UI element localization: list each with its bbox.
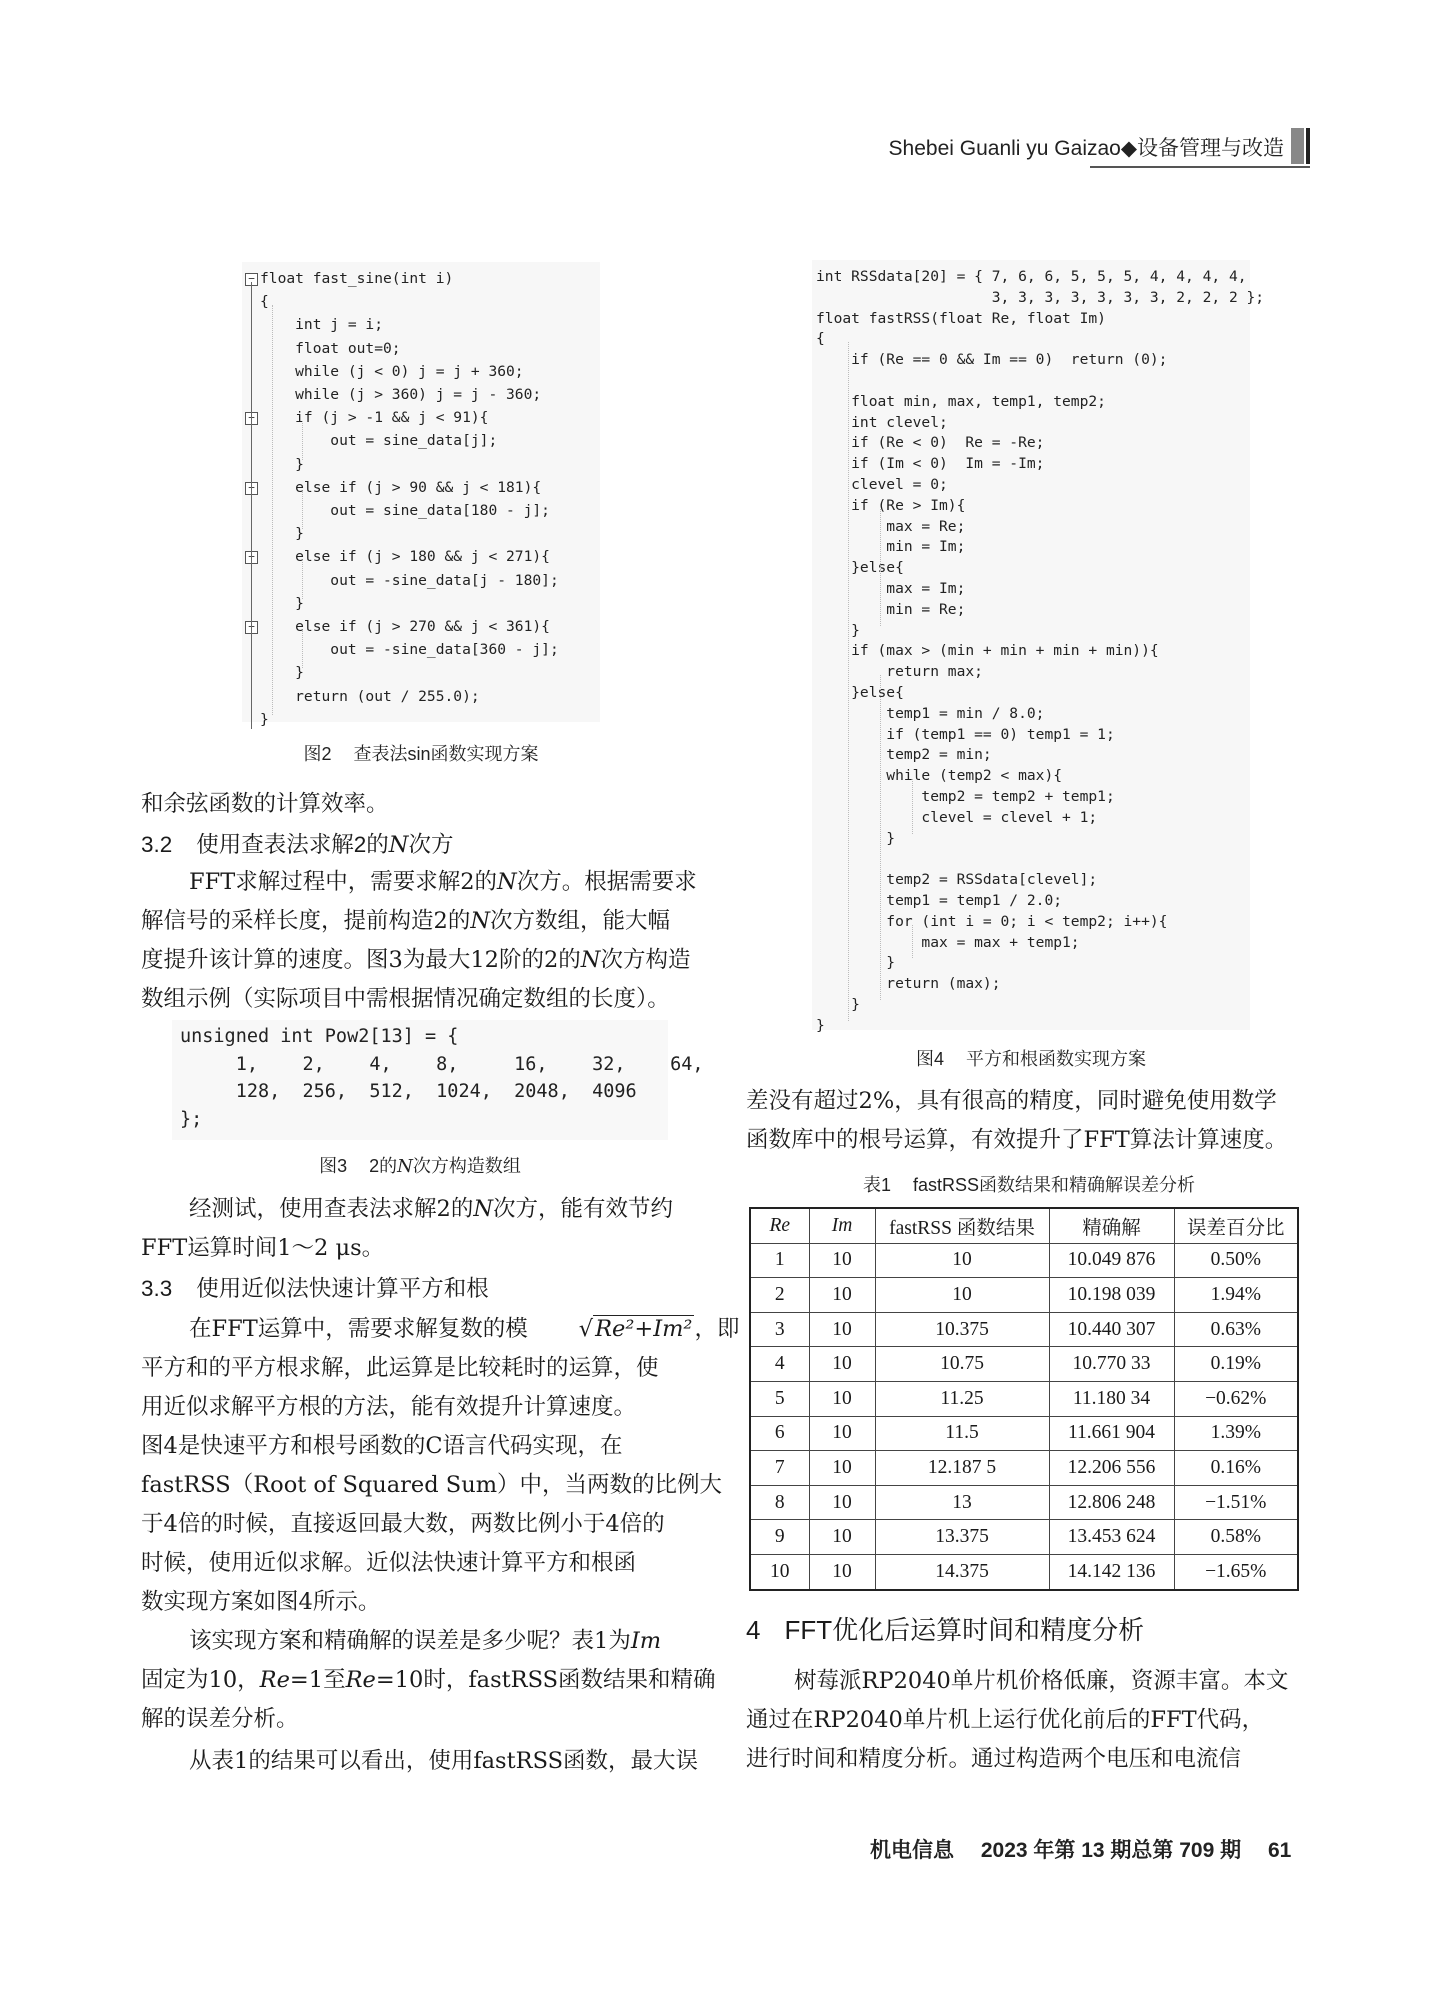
figure2-caption xyxy=(242,740,600,766)
table-cell: 10.049 876 xyxy=(1049,1243,1174,1278)
text-fragment: 该实现方案和精确解的误差是多少呢？表1为 xyxy=(189,1628,631,1654)
table-cell: 0.19% xyxy=(1174,1347,1298,1382)
text-line xyxy=(141,1310,740,1349)
table-cell: 9 xyxy=(750,1520,809,1555)
code-line: { xyxy=(816,330,825,348)
table-header-cell: Re xyxy=(750,1208,809,1243)
text-line: 和余弦函数的计算效率。 xyxy=(141,791,389,817)
code-line: max = Im; xyxy=(816,580,966,597)
table1-title-number: 表1 xyxy=(862,1175,891,1195)
header-bar xyxy=(1291,128,1304,164)
table-cell: 13.453 624 xyxy=(1049,1520,1174,1555)
paragraph-table-conclusion xyxy=(141,1742,706,1781)
table-row xyxy=(750,1416,1298,1451)
text-line: 时候，使用近似求解。近似法快速计算平方和根函 xyxy=(141,1550,637,1576)
indent-guide xyxy=(251,282,252,729)
code-line: } xyxy=(816,954,896,972)
table-header-row xyxy=(750,1208,1298,1243)
table-cell: 12.806 248 xyxy=(1049,1485,1174,1520)
table-cell: 10 xyxy=(809,1278,875,1313)
section-title: FFT优化后运算时间和精度分析 xyxy=(784,1615,1145,1645)
text-fragment: FFT求解过程中，需要求解2的 xyxy=(189,869,498,895)
figure2-caption-text: 查表法sin函数实现方案 xyxy=(353,744,539,764)
var-n: N xyxy=(470,908,491,934)
code-line: out = sine_data[j]; xyxy=(260,432,498,450)
text-fragment: =1至 xyxy=(289,1667,346,1693)
table-cell: 10 xyxy=(875,1278,1049,1313)
code-line: float fast_sine(int i) xyxy=(260,270,454,287)
table-cell: 1.94% xyxy=(1174,1278,1298,1313)
code-line: }else{ xyxy=(816,559,904,577)
table-cell: 1 xyxy=(750,1243,809,1278)
running-header xyxy=(850,128,1310,168)
text-line xyxy=(141,1622,706,1661)
table-cell: 13.375 xyxy=(875,1520,1049,1555)
figure2-caption-number: 图2 xyxy=(303,744,332,764)
table-cell: 10 xyxy=(809,1416,875,1451)
indent-guide xyxy=(302,630,303,668)
section-title-var: N xyxy=(388,832,409,858)
code-line: return (out / 255.0); xyxy=(260,687,480,705)
text-line: 树莓派RP2040单片机价格低廉，资源丰富。本文 xyxy=(794,1668,1289,1694)
var-n: N xyxy=(580,947,601,973)
table-cell: 14.142 136 xyxy=(1049,1554,1174,1589)
text-fragment: 次方，能有效节约 xyxy=(493,1196,674,1222)
table-row xyxy=(750,1278,1298,1313)
table-cell: 5 xyxy=(750,1381,809,1416)
code-line: int clevel; xyxy=(816,413,948,431)
paragraph-continuation xyxy=(141,785,701,824)
table-cell: −1.51% xyxy=(1174,1485,1298,1520)
text-fragment: 经测试，使用查表法求解2的 xyxy=(189,1196,474,1222)
code-line: temp2 = temp2 + temp1; xyxy=(816,788,1115,805)
code-line: 1, 2, 4, 8, 16, 32, 64, xyxy=(180,1053,704,1075)
figure4-caption xyxy=(812,1045,1250,1071)
table-row xyxy=(750,1312,1298,1347)
text-fragment: =10时，fastRSS函数结果和精确 xyxy=(375,1667,716,1693)
table-row xyxy=(750,1485,1298,1520)
text-line xyxy=(141,863,706,902)
paragraph-pow2 xyxy=(141,863,706,1019)
paragraph-approx xyxy=(141,1310,740,1622)
section-heading-3-3 xyxy=(141,1271,489,1303)
text-line: 函数库中的根号运算，有效提升了FFT算法计算速度。 xyxy=(746,1127,1288,1153)
figure4-caption-number: 图4 xyxy=(915,1049,944,1069)
section-heading-3-2 xyxy=(141,827,454,859)
code-line: for (int i = 0; i < temp2; i++){ xyxy=(816,912,1168,930)
table-cell: 2 xyxy=(750,1278,809,1313)
code-line: temp2 = min; xyxy=(816,746,992,764)
section-number: 3.3 xyxy=(141,1276,173,1301)
table-cell: 14.375 xyxy=(875,1554,1049,1589)
code-line: } xyxy=(260,594,304,612)
code-line: out = -sine_data[360 - j]; xyxy=(260,641,559,659)
figure4-caption-text: 平方和根函数实现方案 xyxy=(966,1049,1146,1069)
figure3-caption xyxy=(172,1152,668,1178)
header-rule xyxy=(1090,166,1310,168)
var-n: N xyxy=(497,869,517,895)
code-line: }else{ xyxy=(816,684,904,701)
table-cell: −1.65% xyxy=(1174,1554,1298,1589)
text-fragment: 次方数组，能大幅 xyxy=(490,908,671,934)
text-line xyxy=(141,1190,706,1229)
code-line: 128, 256, 512, 1024, 2048, 4096 xyxy=(180,1081,637,1102)
code-line: } xyxy=(260,525,304,543)
sqrt-formula xyxy=(531,1310,695,1349)
table-cell: 11.25 xyxy=(875,1381,1049,1416)
code-line: float out=0; xyxy=(260,339,401,357)
section-title: 使用近似法快速计算平方和根 xyxy=(196,1276,489,1301)
table1-title xyxy=(749,1171,1309,1197)
code-line: clevel = 0; xyxy=(816,476,948,493)
code-line: while (j < 0) j = j + 360; xyxy=(260,362,524,380)
table-cell: 10.440 307 xyxy=(1049,1312,1174,1347)
code-line: else if (j > 90 && j < 181){ xyxy=(260,478,542,496)
var-re: Re xyxy=(259,1667,290,1693)
table-cell: 11.5 xyxy=(875,1416,1049,1451)
code-line: min = Im; xyxy=(816,538,966,556)
indent-guide xyxy=(880,675,881,1000)
text-line: 进行时间和精度分析。通过构造两个电压和电流信 xyxy=(746,1746,1242,1772)
table-cell: 13 xyxy=(875,1485,1049,1520)
text-line: 通过在RP2040单片机上运行优化前后的FFT代码， xyxy=(746,1707,1265,1733)
code-line: unsigned int Pow2[13] = { xyxy=(180,1026,459,1047)
table-cell: 10 xyxy=(809,1520,875,1555)
paragraph-rp2040 xyxy=(746,1662,1311,1779)
page-footer: 机电信息 2023 年第 13 期总第 709 期 61 xyxy=(870,1839,1292,1862)
code-line: while (j > 360) j = j - 360; xyxy=(260,386,542,403)
table-cell: 1.39% xyxy=(1174,1416,1298,1451)
figure2-code-block xyxy=(242,262,600,728)
code-line: temp1 = min / 8.0; xyxy=(816,704,1045,722)
indent-guide xyxy=(302,421,303,459)
indent-guide xyxy=(302,560,303,598)
indent-guide xyxy=(880,509,881,626)
text-fragment: 度提升该计算的速度。图3为最大12阶的2的 xyxy=(141,947,581,973)
var-re: Re xyxy=(345,1667,376,1693)
section-heading-4 xyxy=(746,1610,1144,1647)
table-header-cell: Im xyxy=(809,1208,875,1243)
sqrt-radicand: Re²+Im² xyxy=(595,1316,693,1342)
table-header-cell: 精确解 xyxy=(1049,1208,1174,1243)
section-number: 3.2 xyxy=(141,832,173,857)
table1-title-text: fastRSS函数结果和精确解误差分析 xyxy=(912,1175,1196,1195)
fold-collapse-icon: − xyxy=(245,551,258,564)
code-line: if (temp1 == 0) temp1 = 1; xyxy=(816,725,1115,743)
code-line: } xyxy=(260,664,304,682)
table-cell: 11.661 904 xyxy=(1049,1416,1174,1451)
code-line: return (max); xyxy=(816,975,1001,993)
code-line: clevel = clevel + 1; xyxy=(816,808,1098,826)
figure3-caption-post: 次方构造数组 xyxy=(412,1156,521,1176)
text-line: 图4是快速平方和根号函数的C语言代码实现，在 xyxy=(141,1433,623,1459)
table-cell: 10.198 039 xyxy=(1049,1278,1174,1313)
section-title: 使用查表法求解2的 xyxy=(196,832,389,857)
code-line: if (j > -1 && j < 91){ xyxy=(260,409,489,427)
code-line: } xyxy=(816,829,896,847)
running-header-text: Shebei Guanli yu Gaizao◆设备管理与改造 xyxy=(888,137,1284,160)
section-title-end: 次方 xyxy=(408,832,454,857)
text-line: 用近似求解平方根的方法，能有效提升计算速度。 xyxy=(141,1394,637,1420)
table-cell: 3 xyxy=(750,1312,809,1347)
text-fragment: 解信号的采样长度，提前构造2的 xyxy=(141,908,471,934)
table1 xyxy=(749,1207,1299,1591)
code-line: if (Re > Im){ xyxy=(816,496,966,514)
code-line: while (temp2 < max){ xyxy=(816,767,1063,785)
code-line: else if (j > 180 && j < 271){ xyxy=(260,548,550,566)
code-line: if (max > (min + min + min + min)){ xyxy=(816,642,1159,660)
figure3-caption-number: 图3 xyxy=(319,1156,348,1176)
text-line: 数实现方案如图4所示。 xyxy=(141,1589,381,1615)
text-line: 平方和的平方根求解，此运算是比较耗时的运算，使 xyxy=(141,1355,659,1381)
table-cell: 8 xyxy=(750,1485,809,1520)
table-cell: 10 xyxy=(750,1554,809,1589)
code-line: max = max + temp1; xyxy=(816,933,1080,951)
table-cell: −0.62% xyxy=(1174,1381,1298,1416)
table-row xyxy=(750,1347,1298,1382)
table-cell: 12.187 5 xyxy=(875,1451,1049,1486)
fold-collapse-icon: − xyxy=(245,482,258,495)
table-cell: 10.375 xyxy=(875,1312,1049,1347)
table-row xyxy=(750,1243,1298,1278)
paragraph-error-summary xyxy=(746,1082,1311,1160)
code-line: } xyxy=(260,710,269,728)
fold-collapse-icon: − xyxy=(245,273,258,286)
code-line: return max; xyxy=(816,663,983,681)
code-line: if (Im < 0) Im = -Im; xyxy=(816,455,1045,473)
text-line: 差没有超过2%，具有很高的精度，同时避免使用数学 xyxy=(746,1088,1277,1114)
table-cell: 12.206 556 xyxy=(1049,1451,1174,1486)
text-line: fastRSS（Root of Squared Sum）中，当两数的比例大 xyxy=(141,1472,723,1498)
code-line: temp1 = temp1 / 2.0; xyxy=(816,892,1063,909)
code-line: if (Re < 0) Re = -Re; xyxy=(816,434,1045,452)
table-cell: 10 xyxy=(809,1485,875,1520)
table-cell: 10 xyxy=(809,1347,875,1382)
text-line: 于4倍的时候，直接返回最大数，两数比例小于4倍的 xyxy=(141,1511,665,1537)
section-number: 4 xyxy=(746,1615,761,1645)
text-fragment: 次方构造 xyxy=(600,947,691,973)
table-cell: 11.180 34 xyxy=(1049,1381,1174,1416)
code-line: min = Re; xyxy=(816,600,966,618)
text-fragment: ，即 xyxy=(694,1316,740,1342)
sqrt-icon: √ xyxy=(578,1316,594,1342)
text-line xyxy=(141,941,706,980)
table-row xyxy=(750,1520,1298,1555)
code-line: if (Re == 0 && Im == 0) return (0); xyxy=(816,351,1168,369)
text-fragment: 在FFT运算中，需要求解复数的模 xyxy=(189,1316,528,1342)
table-cell: 0.58% xyxy=(1174,1520,1298,1555)
table-cell: 6 xyxy=(750,1416,809,1451)
table-cell: 10 xyxy=(809,1381,875,1416)
figure3-caption-var: N xyxy=(397,1156,413,1177)
text-fragment: 数组示例（实际项目中需根据情况确定数组的长度）。 xyxy=(141,986,670,1012)
code-line: out = -sine_data[j - 180]; xyxy=(260,571,559,589)
table-header-cell: 误差百分比 xyxy=(1174,1208,1298,1243)
table-cell: 10.770 33 xyxy=(1049,1347,1174,1382)
figure3-caption-pre: 2的 xyxy=(369,1156,398,1176)
code-line: max = Re; xyxy=(816,517,966,535)
code-line: } xyxy=(816,996,860,1013)
paragraph-error-question xyxy=(141,1622,716,1739)
code-line: int RSSdata[20] = { 7, 6, 6, 5, 5, 5, 4, 4, 4, 4, xyxy=(816,268,1247,285)
text-fragment: 固定为10， xyxy=(141,1667,260,1693)
fold-collapse-icon: − xyxy=(245,621,258,634)
code-line: }; xyxy=(180,1108,203,1130)
table-header-cell: fastRSS 函数结果 xyxy=(875,1208,1049,1243)
indent-guide xyxy=(848,342,849,1020)
text-line xyxy=(141,902,706,941)
fold-collapse-icon: − xyxy=(245,412,258,425)
var-im: Im xyxy=(630,1628,662,1654)
table-cell: 4 xyxy=(750,1347,809,1382)
text-line: 解的误差分析。 xyxy=(141,1706,299,1732)
table-cell: 10 xyxy=(809,1312,875,1347)
table-cell: 7 xyxy=(750,1451,809,1486)
figure3-code-block xyxy=(172,1020,704,1140)
code-line: float min, max, temp1, temp2; xyxy=(816,392,1106,410)
indent-guide xyxy=(912,779,913,833)
table-cell: 10.75 xyxy=(875,1347,1049,1382)
indent-guide xyxy=(272,305,273,715)
code-line: else if (j > 270 && j < 361){ xyxy=(260,618,550,635)
table-cell: 0.16% xyxy=(1174,1451,1298,1486)
text-line xyxy=(141,1229,706,1268)
code-line: { xyxy=(260,293,269,311)
text-fragment: FFT运算时间1～2 μs。 xyxy=(141,1235,385,1261)
indent-guide xyxy=(912,925,913,959)
table-cell: 10 xyxy=(809,1554,875,1589)
text-line xyxy=(141,980,706,1019)
header-bar-dark xyxy=(1306,128,1310,164)
table-cell: 0.63% xyxy=(1174,1312,1298,1347)
code-line: } xyxy=(260,455,304,473)
code-line: out = sine_data[180 - j]; xyxy=(260,502,550,519)
table-cell: 0.50% xyxy=(1174,1243,1298,1278)
table-cell: 10 xyxy=(809,1451,875,1486)
table-row xyxy=(750,1451,1298,1486)
code-line: } xyxy=(816,1016,825,1034)
code-line: float fastRSS(float Re, float Im) xyxy=(816,309,1106,327)
table-row xyxy=(750,1381,1298,1416)
code-line: } xyxy=(816,621,860,639)
indent-guide xyxy=(302,491,303,529)
table-row xyxy=(750,1554,1298,1589)
text-line: 从表1的结果可以看出，使用fastRSS函数，最大误 xyxy=(189,1748,699,1774)
table-cell: 10 xyxy=(875,1243,1049,1278)
code-line: 3, 3, 3, 3, 3, 3, 3, 2, 2, 2 }; xyxy=(816,288,1265,306)
code-line: int j = i; xyxy=(260,316,384,334)
table-cell: 10 xyxy=(809,1243,875,1278)
text-fragment: 次方。根据需要求 xyxy=(516,869,697,895)
text-line xyxy=(141,1661,716,1700)
var-n: N xyxy=(473,1196,494,1222)
paragraph-test-result xyxy=(141,1190,706,1268)
figure4-code-block xyxy=(812,260,1265,1034)
code-line: temp2 = RSSdata[clevel]; xyxy=(816,871,1098,889)
